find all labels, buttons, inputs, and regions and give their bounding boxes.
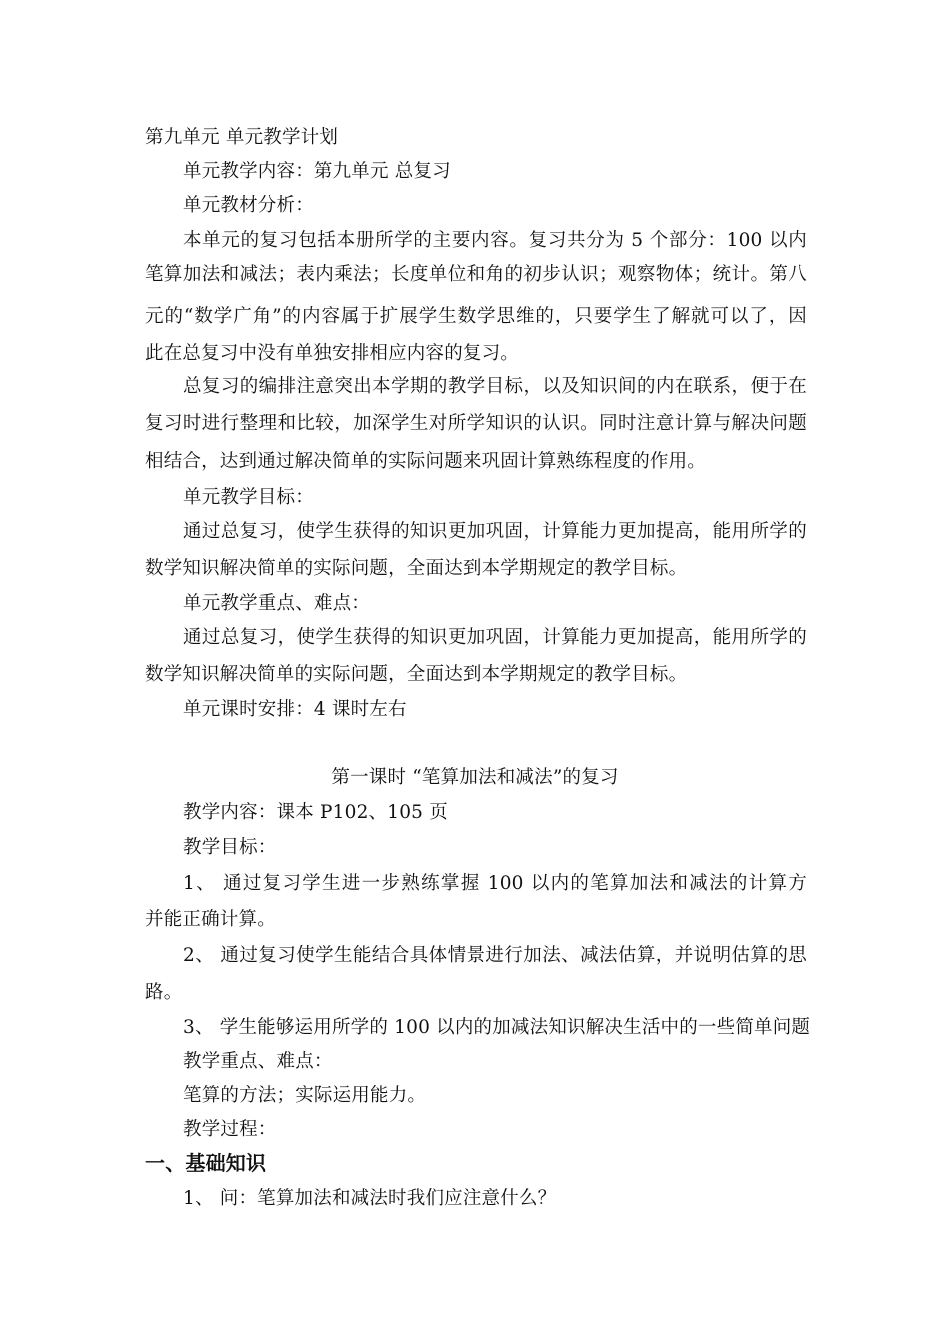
lesson-goals-label: 教学目标： <box>183 837 277 858</box>
analysis-p1-line-4: 此在总复习中没有单独安排相应内容的复习。 <box>145 343 520 364</box>
lesson-goal-2-line-1: 2、 通过复习使学生能结合具体情景进行加法、减法估算，并说明估算的思 <box>183 945 807 966</box>
lesson-keypoints-text: 笔算的方法；实际运用能力。 <box>183 1085 427 1106</box>
unit-title: 第九单元 单元教学计划 <box>145 127 339 148</box>
lesson-goal-2-line-2: 路。 <box>145 982 183 1003</box>
schedule: 单元课时安排：4 课时左右 <box>183 699 407 720</box>
section-heading: 一、基础知识 <box>145 1151 267 1175</box>
question-1: 1、 问：笔算加法和减法时我们应注意什么？ <box>183 1188 557 1209</box>
goals-text-line-1: 通过总复习，使学生获得的知识更加巩固，计算能力更加提高，能用所学的 <box>183 521 807 542</box>
lesson-goal-1-line-1: 1、 通过复习学生进一步熟练掌握 100 以内的笔算加法和减法的计算方 <box>183 873 807 894</box>
lesson-keypoints-label: 教学重点、难点： <box>183 1051 333 1072</box>
unit-content: 单元教学内容：第九单元 总复习 <box>183 161 451 182</box>
analysis-p1-line-2: 笔算加法和减法；表内乘法；长度单位和角的初步认识；观察物体；统计。第八 <box>145 264 807 285</box>
analysis-p2-line-3: 相结合，达到通过解决简单的实际问题来巩固计算熟练程度的作用。 <box>145 451 707 472</box>
keypoints-label: 单元教学重点、难点： <box>183 593 371 614</box>
lesson-goal-1-line-2: 并能正确计算。 <box>145 909 276 930</box>
analysis-p2-line-2: 复习时进行整理和比较，加深学生对所学知识的认识。同时注意计算与解决问题 <box>145 413 807 434</box>
process-label: 教学过程： <box>183 1119 277 1140</box>
analysis-p2-line-1: 总复习的编排注意突出本学期的教学目标，以及知识间的内在联系，便于在 <box>183 376 807 397</box>
keypoints-text-line-2: 数学知识解决简单的实际问题，全面达到本学期规定的教学目标。 <box>145 664 688 685</box>
lesson-content: 教学内容：课本 P102、105 页 <box>183 802 448 823</box>
lesson-goal-3: 3、 学生能够运用所学的 100 以内的加减法知识解决生活中的一些简单问题 <box>183 1017 811 1038</box>
goals-text-line-2: 数学知识解决简单的实际问题，全面达到本学期规定的教学目标。 <box>145 558 688 579</box>
goals-label: 单元教学目标： <box>183 487 314 508</box>
analysis-p1-line-1: 本单元的复习包括本册所学的主要内容。复习共分为 5 个部分：100 以内 <box>183 230 807 251</box>
analysis-label: 单元教材分析： <box>183 195 314 216</box>
analysis-p1-line-3: 元的“数学广角”的内容属于扩展学生数学思维的，只要学生了解就可以了，因 <box>145 306 807 327</box>
keypoints-text-line-1: 通过总复习，使学生获得的知识更加巩固，计算能力更加提高，能用所学的 <box>183 627 807 648</box>
lesson-title: 第一课时 “笔算加法和减法”的复习 <box>331 767 619 788</box>
